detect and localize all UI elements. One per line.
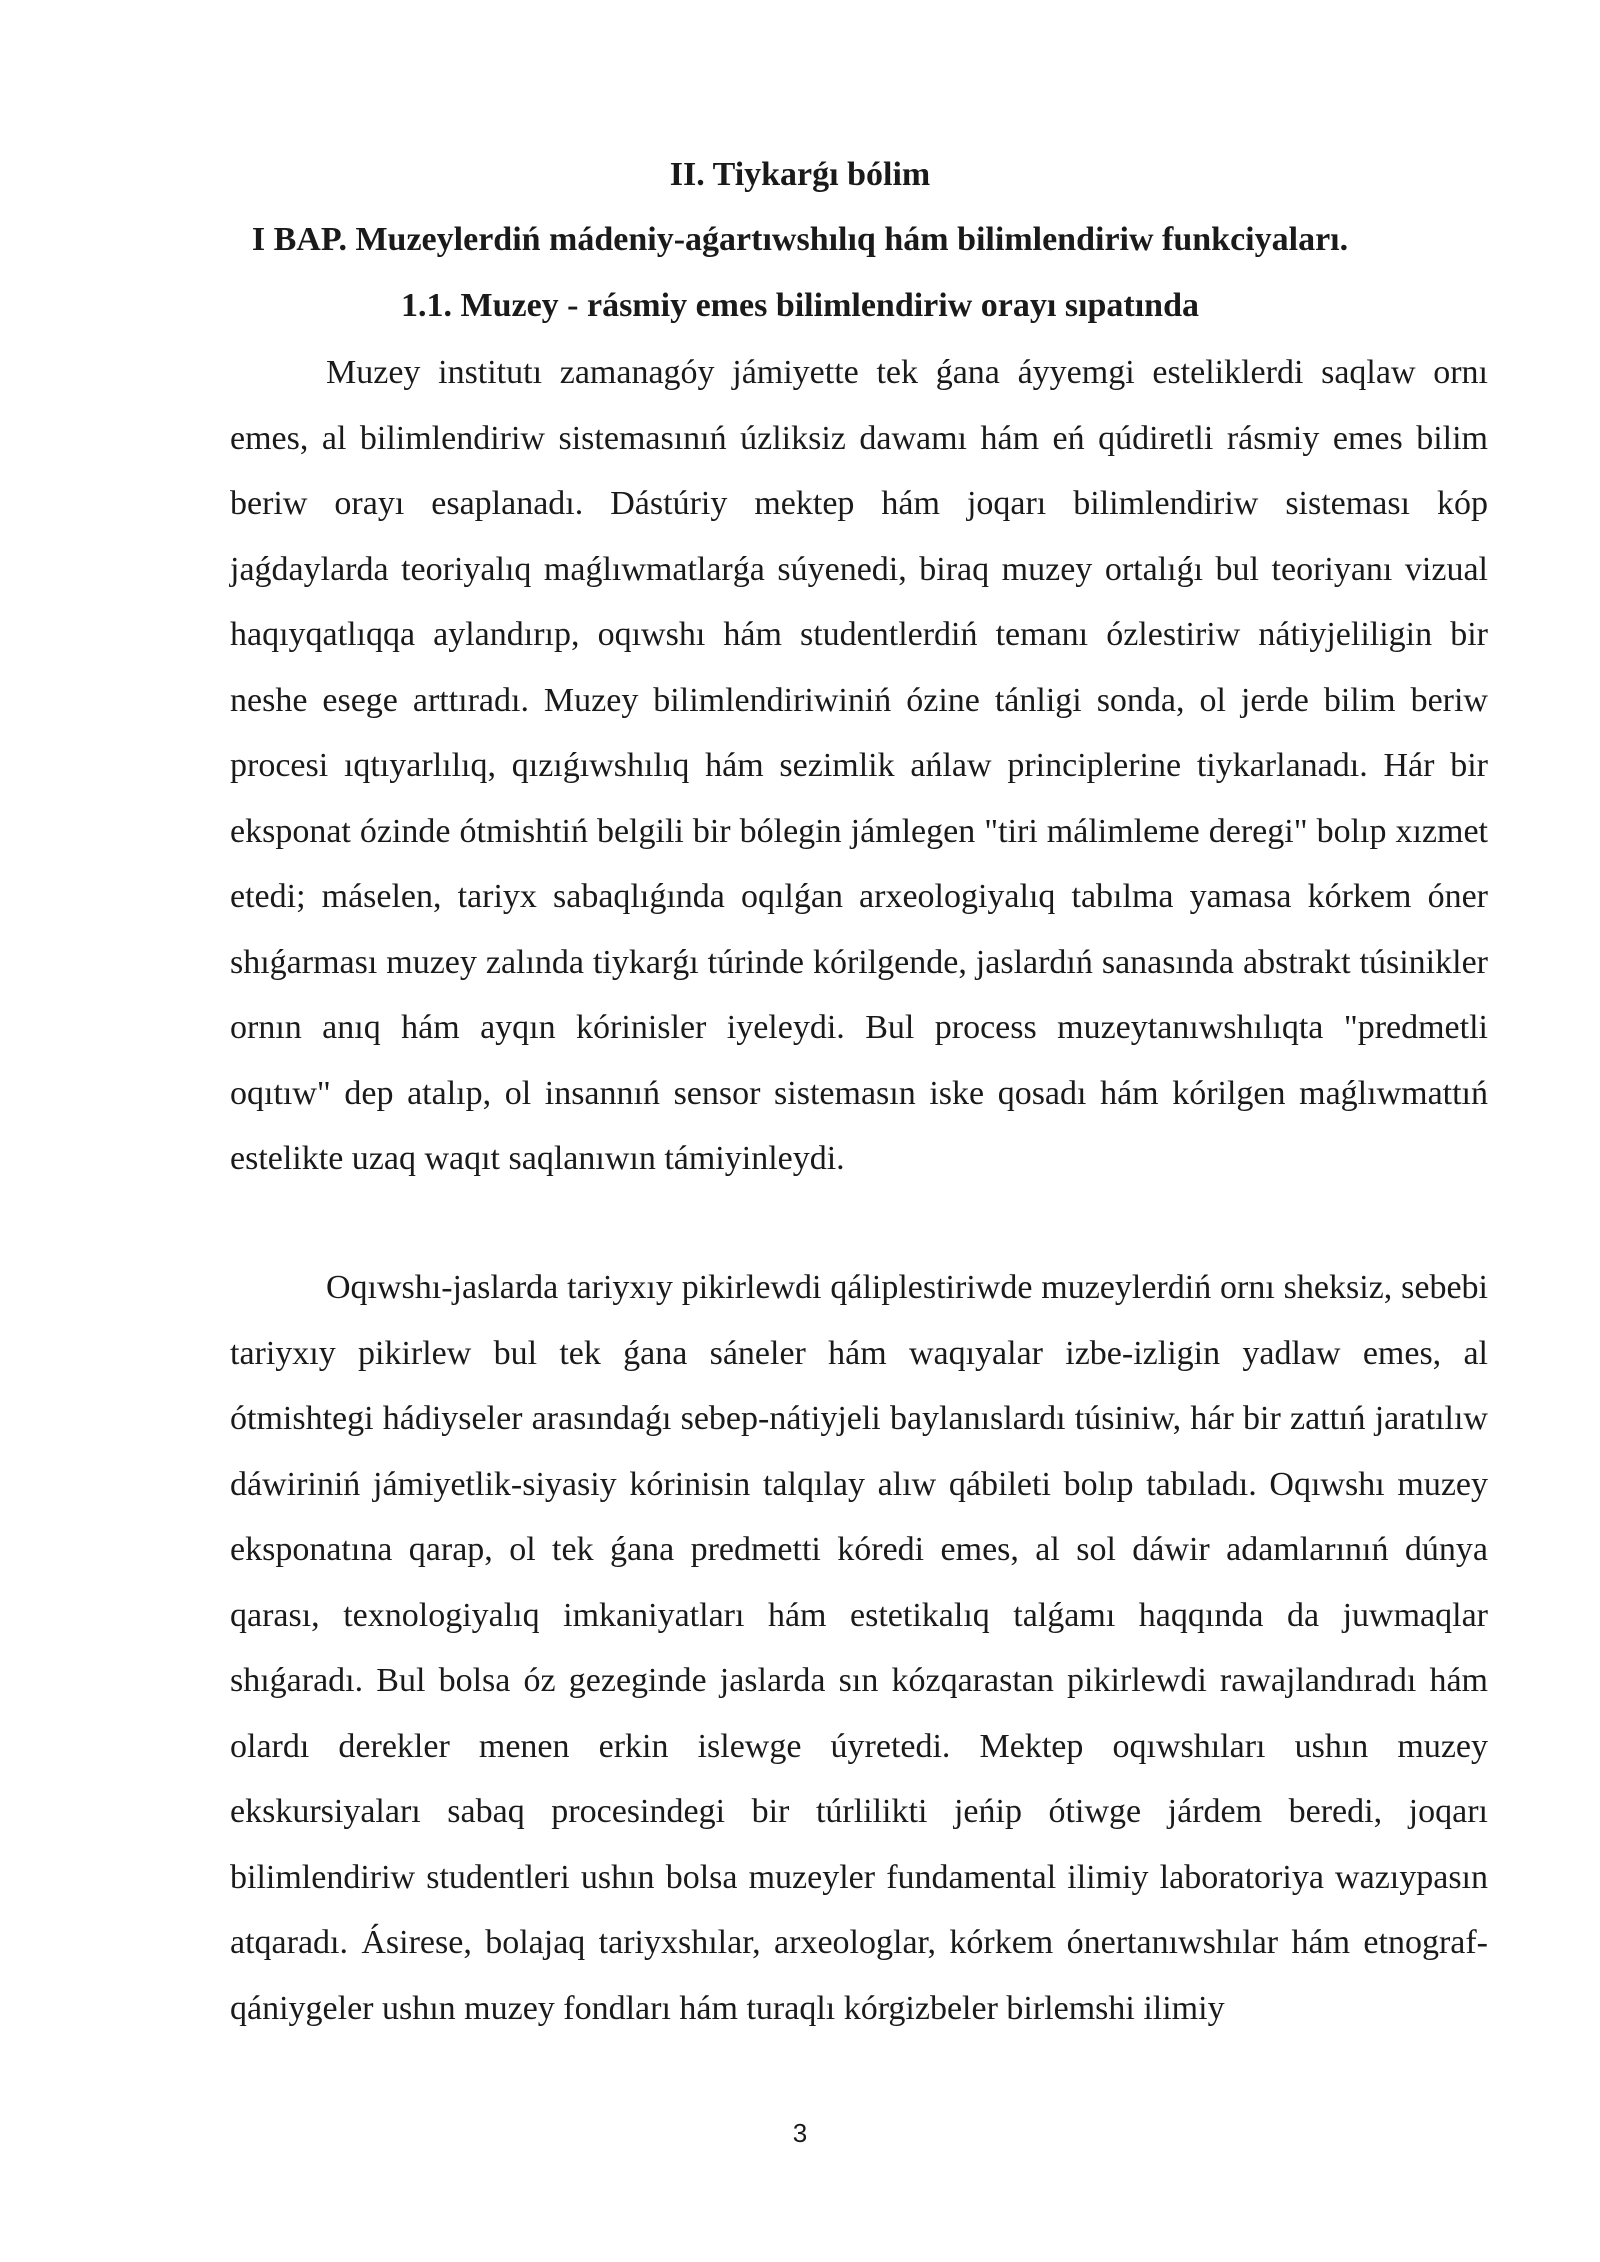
paragraph-2 <box>230 1255 1488 2041</box>
paragraph-1-text: Muzey institutı zamanagóy jámiyette tek ǵana áyyemgi esteliklerdi saqlaw ornı emes, al bilimlendiriw sistemasınıń úzliksiz dawamı hám eń qúdiretli rásmiy emes bilim beriw orayı esaplanadı. Dástúriy mektep hám joqarı bilimlendiriw sisteması kóp jaǵdaylarda teoriyalıq maǵlıwmatlarǵa súyenedi, biraq muzey ortalıǵı bul teoriyanı vizual haqıyqatlıqqa aylandırıp, oqıwshı hám studentlerdiń temanı ózlestiriw nátiyjeliligin bir neshe esege arttıradı. Muzey bilimlendiriwiniń ózine tánligi sonda, ol jerde bilim beriw procesi ıqtıyarlılıq, qızıǵıwshılıq hám sezimlik ańlaw principlerine tiykarlanadı. Hár bir eksponat ózinde ótmishtiń belgili bir bólegin jámlegen "tiri málimleme deregi" bolıp xızmet etedi; máselen, tariyx sabaqlıǵında oqılǵan arxeologiyalıq tabılma yamasa kórkem óner shıǵarması muzey zalında tiykarǵı túrinde kórilgende, jaslardıń sanasında abstrakt túsinikler ornın anıq hám ayqın kórinisler iyeleydi. Bul process muzeytanıwshılıqta "predmetli oqıtıw" dep atalıp, ol insannıń sensor sistemasın iske qosadı hám kórilgen maǵlıwmattıń estelikte uzaq waqıt saqlanıwın támiyinleydi. <box>230 354 1488 1177</box>
paragraph-1 <box>230 340 1488 1192</box>
section-heading: 1.1. Muzey - rásmiy emes bilimlendiriw orayı sıpatında <box>400 287 1199 324</box>
part-heading: II. Tiykarǵı bólim <box>669 156 931 193</box>
page-number: 3 <box>792 2118 808 2148</box>
chapter-heading: I BAP. Muzeylerdiń mádeniy-aǵartıwshılıq hám bilimlendiriw funkciyaları. <box>251 221 1349 258</box>
paragraph-2-text: Oqıwshı-jaslarda tariyxıy pikirlewdi qáliplestiriwde muzeylerdiń ornı sheksiz, sebebi tariyxıy pikirlew bul tek ǵana sáneler hám waqıyalar izbe-izligin yadlaw emes, al ótmishtegi hádiyseler arasındaǵı sebep-nátiyjeli baylanıslardı túsiniw, hár bir zattıń jaratılıw dáwiriniń jámiyetlik-siyasiy kórinisin talqılay alıw qábileti bolıp tabıladı. Oqıwshı muzey eksponatına qarap, ol tek ǵana predmetti kóredi emes, al sol dáwir adamlarınıń dúnya qarası, texnologiyalıq imkaniyatları hám estetikalıq talǵamı haqqında da juwmaqlar shıǵaradı. Bul bolsa óz gezeginde jaslarda sın kózqarastan pikirlewdi rawajlandıradı hám olardı derekler menen erkin islewge úyretedi. Mektep oqıwshıları ushın muzey ekskursiyaları sabaq procesindegi bir túrlilikti jeńip ótiwge járdem beredi, joqarı bilimlendiriw studentleri ushın bolsa muzeyler fundamental ilimiy laboratoriya wazıypasın atqaradı. Ásirese, bolajaq tariyxshılar, arxeologlar, kórkem ónertanıwshılar hám etnograf-qániygeler ushın muzey fondları hám turaqlı kórgizbeler birlemshi ilimiy <box>230 1269 1488 2027</box>
